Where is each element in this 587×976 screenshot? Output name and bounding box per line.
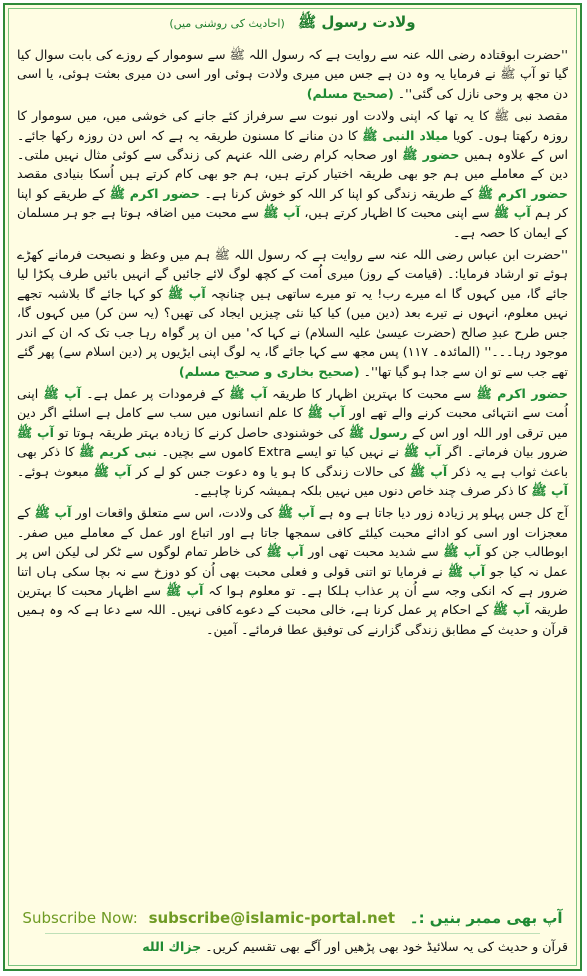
highlighted-name: حضور اکرم ﷺ <box>109 185 200 201</box>
highlighted-name: آپ ﷺ <box>34 505 72 521</box>
highlighted-name: آپ ﷺ <box>277 505 315 521</box>
paragraph-text: کا علم انسانوں میں سب سے کامل ہے اسلئے اگر دین میں ترقی اور اللہ اور اس کے <box>17 405 568 440</box>
highlighted-name: میلاد النبی ﷺ <box>362 127 449 143</box>
subscribe-bar <box>5 909 580 927</box>
highlighted-name: آپ ﷺ <box>43 385 82 401</box>
paragraph-text: کا دن منانے کا مسنون طریقہ یہ ہے کہ اس دن روزہ رکھا جائے۔ اس کے علاوہ ہمیں <box>17 127 569 163</box>
footer-divider <box>45 933 540 934</box>
paragraph-text: کے فرمودات پر عمل ہے۔ <box>81 385 230 401</box>
hadith-reference: (صحیح مسلم) <box>306 85 394 101</box>
highlighted-name: آپ ﷺ <box>492 602 530 618</box>
paragraph-5 <box>17 503 568 639</box>
paragraph-text: کا ذکر صرف چند خاص دنوں میں نہیں بلکہ ہمیشہ کرنا چاہیے۔ <box>193 482 532 498</box>
paragraph-text: آج کل جس پہلو پر زیادہ زور دیا جاتا ہے وہ ہے <box>314 505 568 521</box>
subscribe-urdu-label: آپ بھی ممبر بنیں :۔ <box>409 909 563 927</box>
highlighted-name: آپ ﷺ <box>165 582 204 598</box>
subscribe-label: Subscribe Now: <box>22 909 138 927</box>
paragraph-text: کی خاطر تمام لوگوں سے ٹکر لی لیکن اس پر عمل نہ کیا جو <box>17 544 568 579</box>
highlighted-name: آپ ﷺ <box>266 544 304 560</box>
paragraph-text: مبعوث ہوئے۔ <box>17 463 94 479</box>
paragraph-text: اور صحابہ کرام رضی اللہ عنہم کی زندگی سے کوئی مثال نہیں ملتی۔ دین کے معاملے میں ہم جو بھی طریقہ اختیار کرتے ہیں، ہم جو بھی کام کرتے ہیں اُسکا بنیادی مقصد <box>17 147 568 182</box>
highlighted-name: آپ ﷺ <box>167 285 206 301</box>
paragraph-text: کی حالات زندگی کا ہو یا وہ دعوت جس کو لے کر <box>131 463 410 479</box>
paragraph-text: اپنی اُمت سے انتہائی محبت کرنے والے تھے اور <box>17 385 569 421</box>
page-frame <box>3 3 582 971</box>
paragraph-1 <box>17 45 568 103</box>
paragraph-4 <box>17 384 568 500</box>
highlighted-name: آپ ﷺ <box>263 205 301 221</box>
paragraph-text: مقصد نبی ﷺ کا یہ تھا کہ اپنی ولادت اور نبوت سے سرفراز کئے جانے کی خوشی میں، میں سوموار کا روزہ رکھتا ہوں۔ کویا <box>17 108 569 143</box>
title-sub: (احادیث کی روشنی میں) <box>169 17 285 30</box>
page-title <box>5 13 580 35</box>
highlighted-name: آپ ﷺ <box>17 424 54 440</box>
paragraph-text: سے محبت میں اضافہ ہوتا ہے جو ہر مسلمان کے ایمان کا حصہ ہے۔ <box>17 205 568 240</box>
highlighted-name: آپ ﷺ <box>93 463 132 479</box>
paragraph-text: کی ولادت، اس سے متعلق واقعات اور <box>71 505 278 521</box>
article-body <box>17 45 568 642</box>
subscribe-email-link[interactable]: subscribe@islamic-portal.net <box>148 909 396 927</box>
highlighted-name: رسول ﷺ <box>348 424 408 440</box>
paragraph-text: ''حضرت ابوقتادہ رضی اللہ عنہ سے روایت ہے کہ رسول اللہ ﷺ سے سوموار کے روزے کی بابت سوال کیا گیا تو آپ ﷺ نے فرمایا یہ وہ دن ہے جس میں میری ولادت ہوئی اور اسی دن میری بعثت ہوئی، یا اسی دن مجھ پر وحی نازل کی گئی''۔ <box>17 47 568 101</box>
highlighted-name: آپ ﷺ <box>447 563 486 579</box>
paragraph-3 <box>17 245 568 381</box>
paragraph-text: کا ذکر بھی باعث ثواب ہے یہ ذکر <box>17 444 568 479</box>
paragraph-text: ضرور بیان فرماتے۔ اگر <box>440 444 569 460</box>
highlighted-name: آپ ﷺ <box>229 385 268 401</box>
highlighted-name: حضور اکرم ﷺ <box>477 185 568 201</box>
paragraph-text: ''حضرت ابن عباس رضی اللہ عنہ سے روایت ہے کہ رسول اللہ ﷺ ہم میں وعظ و نصیحت فرمانے کھڑے ہوئے تو ارشاد فرمایا:۔ (قیامت کے روز) میری اُمت کے کچھ لوگ لائے جائیں گے انہیں بائیں طرف پکڑا لیا جائے گا، میں کہوں گا اے میرے رب! یہ تو میرے ساتھی ہیں چنانچہ <box>17 247 568 301</box>
paragraph-text: کے معجزات اور اسی کو ادائے محبت کیلئے کافی سمجھا جاتا ہے اور اتباع اور عمل کے معاملے میں صفر۔ ابوطالب جن کو <box>17 505 568 560</box>
paragraph-text: سے شدید محبت تھی اور <box>303 544 444 560</box>
highlighted-name: آپ ﷺ <box>531 482 568 498</box>
highlighted-name: حضور اکرم ﷺ <box>476 385 569 401</box>
highlighted-name: آپ ﷺ <box>443 544 481 560</box>
highlighted-name: آپ ﷺ <box>409 463 448 479</box>
paragraph-text: سے اپنی محبت کا اظہار کرتے ہیں، <box>300 205 494 221</box>
paragraph-2 <box>17 106 568 242</box>
paragraph-text: کی خوشنودی حاصل کرنے کا زیادہ بہتر طریقہ ہوتا تو <box>54 424 349 440</box>
footer-signoff: جزاك الله <box>142 939 202 954</box>
paragraph-text: نے فرمایا تو اتنی قولی و فعلی محبت بھی اُن کو دوزخ سے نہ بچا سکی ہاں اتنا ضرور ہے کہ انکی وجہ سے اُن پر عذاب ہلکا ہے۔ تو معلوم ہوا کہ <box>17 563 568 598</box>
title-main: ولادت رسول ﷺ <box>297 13 416 31</box>
highlighted-name: حضور ﷺ <box>402 147 460 163</box>
paragraph-text: کے طریقہ زندگی کو اپنا کر اللہ کو خوش کرنا ہے۔ <box>200 185 478 201</box>
hadith-reference: (صحیح بخاری و صحیح مسلم) <box>178 363 360 379</box>
highlighted-name: نبی کریم ﷺ <box>79 444 157 460</box>
highlighted-name: آپ ﷺ <box>403 444 441 460</box>
paragraph-text: سے اظہار محبت کا بہترین طریقہ <box>17 582 568 618</box>
paragraph-text: سے محبت کا بہترین اظہار کا طریقہ <box>267 385 477 401</box>
highlighted-name: آپ ﷺ <box>493 205 531 221</box>
paragraph-text: کے احکام پر عمل کرنا ہے، خالی محبت کے دعوے کافی نہیں۔ اللہ سے دعا ہے کہ وہ ہمیں قرآن و حدیث کے مطابق زندگی گزارنے کی توفیق عطا فرمائے۔ آمین۔ <box>17 602 568 637</box>
paragraph-text: کو کہا جائے گا بلاشبہ تجھے نہیں معلوم، انہوں نے تیرے بعد (دین میں) کیا کیا نئی چیزیں ایجاد کی تھیں؟ (یہ سن کر) میں کہوں گا، جس طرح عبدِ صالح (حضرت عیسیٰ علیہ السلام) نے کہا کہ' میں ان پر گواہ رہا جب تک کہ ان کے اندر موجود رہا۔۔۔'' (المائدہ۔ ۱۱۷) پس مجھ سے کہا جائے گا، یہ لوگ اپنی ایڑیوں پر (دین اسلام سے) پھر گئے تھے جب سے تو ان سے جدا ہو گیا تھا''۔ <box>17 285 568 379</box>
footer-text: قرآن و حدیث کی یہ سلائیڈ خود بھی پڑھیں اور آگے بھی تقسیم کریں۔ <box>205 939 568 954</box>
highlighted-name: آپ ﷺ <box>307 405 345 421</box>
footer-note <box>17 939 568 954</box>
paragraph-text: کے طریقے کو اپنا کر ہم <box>17 185 568 221</box>
paragraph-text: نے نہیں کیا تو ایسے Extra کاموں سے بچیں۔ <box>156 444 404 460</box>
